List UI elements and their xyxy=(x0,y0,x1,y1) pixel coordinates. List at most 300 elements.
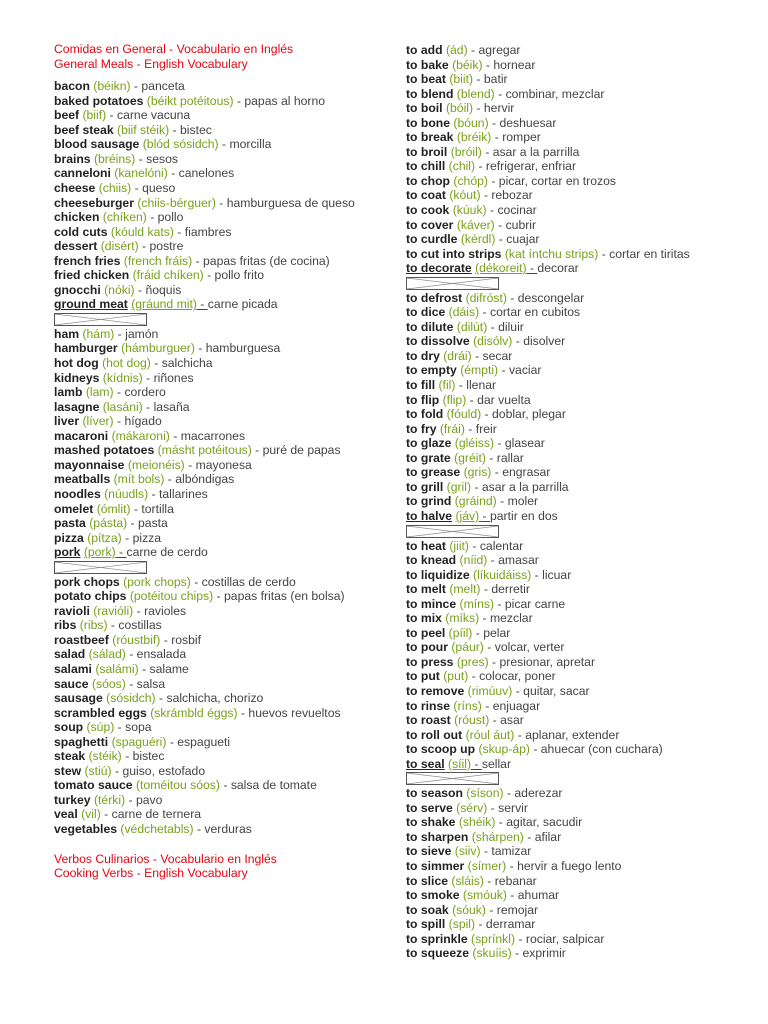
entry-separator: - xyxy=(526,261,538,276)
vocabulary-entry xyxy=(406,684,706,699)
entry-separator: - xyxy=(481,144,493,159)
entry-separator: - xyxy=(219,778,231,793)
entry-term: to simmer xyxy=(406,858,465,873)
entry-translation: guiso, estofado xyxy=(122,763,206,778)
vocabulary-entry xyxy=(54,647,374,662)
entry-translation: volcar, verter xyxy=(494,640,565,655)
entry-separator: - xyxy=(503,786,515,801)
entry-pronunciation: (kúuk) xyxy=(452,203,487,218)
vocabulary-entry xyxy=(54,254,374,269)
vocabulary-entry xyxy=(54,487,374,502)
entry-separator: - xyxy=(215,195,227,210)
entry-pronunciation: (jáv) xyxy=(455,508,480,523)
entry-pronunciation: (béikt potéitous) xyxy=(146,93,234,108)
entry-separator: - xyxy=(192,253,204,268)
entry-translation: cocinar xyxy=(497,203,537,218)
vocabulary-entry xyxy=(406,349,706,364)
entry-term: noodles xyxy=(54,486,101,501)
entry-term: to coat xyxy=(406,188,446,203)
entry-translation: hervir a fuego lento xyxy=(517,858,622,873)
entry-separator: - xyxy=(481,407,493,422)
entry-translation: puré de papas xyxy=(262,443,341,458)
vocabulary-entry xyxy=(406,334,706,349)
entry-pronunciation: (védchetabls) xyxy=(120,821,194,836)
entry-pronunciation: (símer) xyxy=(467,858,507,873)
entry-pronunciation: (kóuld kats) xyxy=(110,224,174,239)
entry-term: to slice xyxy=(406,873,448,888)
entry-term: pasta xyxy=(54,516,86,531)
vocabulary-entry xyxy=(406,174,706,189)
entry-pronunciation: (chiis-bérguer) xyxy=(137,195,216,210)
vocabulary-entry xyxy=(54,575,374,590)
entry-term: to seal xyxy=(406,756,445,771)
entry-pronunciation: (ád) xyxy=(445,43,468,57)
broken-image-placeholder xyxy=(406,772,499,785)
entry-term: to season xyxy=(406,786,463,801)
entry-separator: - xyxy=(142,399,154,414)
vocabulary-entry xyxy=(406,917,706,932)
entry-translation: carne de ternera xyxy=(111,807,202,822)
entry-pronunciation: (meionéis) xyxy=(127,457,185,472)
entry-pronunciation: (pásta) xyxy=(89,516,128,531)
vocabulary-entry xyxy=(54,341,374,356)
entry-translation: hígado xyxy=(124,414,162,429)
entry-term: to dry xyxy=(406,348,440,363)
entry-separator: - xyxy=(487,800,499,815)
entry-term: potato chips xyxy=(54,589,127,604)
vocabulary-entry xyxy=(406,72,706,87)
vocabulary-entry xyxy=(406,932,706,947)
entry-term: to chop xyxy=(406,173,451,188)
entry-pronunciation: (gráind) xyxy=(454,494,497,509)
entry-term: to break xyxy=(406,130,454,145)
entry-pronunciation: (fráid chíken) xyxy=(132,268,204,283)
entry-translation: rosbif xyxy=(171,632,202,647)
entry-term: to cover xyxy=(406,217,454,232)
entry-pronunciation: (róul áut) xyxy=(465,727,515,742)
vocabulary-entry xyxy=(54,662,374,677)
entry-separator: - xyxy=(107,618,119,633)
entry-term: to bone xyxy=(406,115,451,130)
vocabulary-entry xyxy=(406,393,706,408)
vocabulary-entry xyxy=(406,436,706,451)
entry-term: to beat xyxy=(406,72,446,87)
entry-term: to dice xyxy=(406,305,446,320)
entry-pronunciation: (níid) xyxy=(459,553,488,568)
entry-translation: remojar xyxy=(496,902,539,917)
entry-term: to empty xyxy=(406,363,457,378)
entry-separator: - xyxy=(142,370,154,385)
vocabulary-entry xyxy=(406,422,706,437)
entry-translation: freir xyxy=(475,421,497,436)
entry-pronunciation: (másht potéitous) xyxy=(157,443,252,458)
entry-separator: - xyxy=(113,414,125,429)
entry-pronunciation: (sálad) xyxy=(88,647,126,662)
entry-translation: salsa de tomate xyxy=(230,778,317,793)
entry-term: to mince xyxy=(406,596,457,611)
vocabulary-entry xyxy=(54,691,374,706)
entry-pronunciation: (skrámbld éggs) xyxy=(150,705,238,720)
entry-term: to blend xyxy=(406,86,454,101)
entry-term: to peel xyxy=(406,625,446,640)
entry-pronunciation: (spil) xyxy=(448,917,476,932)
entry-translation: tallarines xyxy=(159,486,208,501)
vocabulary-entry xyxy=(54,137,374,152)
entry-translation: cubrir xyxy=(505,217,537,232)
entry-translation: queso xyxy=(142,181,176,196)
entry-pronunciation: (vil) xyxy=(81,807,101,822)
entry-term: lasagne xyxy=(54,399,100,414)
entry-pronunciation: (fóuld) xyxy=(446,407,482,422)
entry-translation: amasar xyxy=(498,553,539,568)
entry-term: stew xyxy=(54,763,82,778)
vocabulary-entry xyxy=(406,261,706,276)
entry-translation: panceta xyxy=(141,79,185,94)
vocabulary-entry xyxy=(406,451,706,466)
vocabulary-entry xyxy=(54,94,374,109)
entry-separator: - xyxy=(479,508,490,523)
entry-pronunciation: (dilút) xyxy=(456,319,488,334)
entry-separator: - xyxy=(184,457,196,472)
entry-pronunciation: (bróil) xyxy=(450,144,482,159)
entry-pronunciation: (biit) xyxy=(449,72,474,87)
entry-translation: espagueti xyxy=(177,734,231,749)
vocabulary-entry xyxy=(406,946,706,961)
entry-pronunciation: (pork) xyxy=(83,545,116,560)
entry-separator: - xyxy=(496,494,508,509)
vocabulary-entry xyxy=(54,108,374,123)
entry-separator: - xyxy=(482,57,494,72)
vocabulary-entry xyxy=(406,757,706,772)
entry-separator: - xyxy=(471,479,482,494)
entry-pronunciation: (shárpen) xyxy=(471,829,524,844)
entry-pronunciation: (melt) xyxy=(449,582,481,597)
entry-term: to shake xyxy=(406,815,456,830)
entry-term: cheeseburger xyxy=(54,195,134,210)
entry-term: beef xyxy=(54,108,80,123)
entry-translation: cortar en tiritas xyxy=(609,246,690,261)
entry-separator: - xyxy=(495,232,507,247)
entry-pronunciation: (skuíis) xyxy=(472,946,512,961)
entry-translation: hamburguesa xyxy=(205,341,281,356)
entry-pronunciation: (chil) xyxy=(448,159,476,174)
entry-translation: rociar, salpicar xyxy=(525,931,605,946)
entry-separator: - xyxy=(467,43,479,57)
entry-translation: partir en dos xyxy=(490,508,558,523)
vocabulary-entry xyxy=(406,903,706,918)
broken-image-placeholder xyxy=(54,561,147,574)
entry-separator: - xyxy=(480,844,492,859)
entry-term: to roll out xyxy=(406,727,463,742)
entry-term: dessert xyxy=(54,239,98,254)
entry-pronunciation: (síson) xyxy=(466,786,504,801)
vocabulary-entry xyxy=(406,611,706,626)
entry-term: vegetables xyxy=(54,821,118,836)
entry-translation: licuar xyxy=(542,567,572,582)
entry-separator: - xyxy=(494,596,505,611)
vocabulary-entry xyxy=(54,749,374,764)
entry-separator: - xyxy=(138,661,150,676)
entry-term: roastbeef xyxy=(54,632,109,647)
entry-translation: hervir xyxy=(483,101,515,116)
entry-term: ravioli xyxy=(54,603,90,618)
entry-pronunciation: (drái) xyxy=(443,348,472,363)
entry-translation: sesos xyxy=(146,151,178,166)
entry-separator: - xyxy=(166,734,178,749)
vocabulary-entry xyxy=(54,677,374,692)
entry-term: baked potatoes xyxy=(54,93,144,108)
entry-pronunciation: (toméitou sóos) xyxy=(135,778,220,793)
entry-pronunciation: (ribs) xyxy=(79,618,108,633)
entry-separator: - xyxy=(468,669,480,684)
vocabulary-entry xyxy=(54,443,374,458)
entry-separator: - xyxy=(488,115,500,130)
entry-translation: ensalada xyxy=(136,647,187,662)
entry-term: pork chops xyxy=(54,574,120,589)
entry-separator: - xyxy=(173,224,185,239)
vocabulary-entry xyxy=(54,793,374,808)
vocabulary-entry xyxy=(54,764,374,779)
entry-term: turkey xyxy=(54,792,91,807)
broken-image-placeholder xyxy=(54,313,147,326)
vocabulary-entry xyxy=(406,728,706,743)
entry-pronunciation: (ravióli) xyxy=(93,603,134,618)
entry-translation: picar carne xyxy=(504,596,566,611)
entry-translation: salame xyxy=(149,661,189,676)
entry-translation: disolver xyxy=(523,334,566,349)
entry-separator: - xyxy=(479,305,490,320)
vocabulary-entry xyxy=(54,604,374,619)
entry-translation: papas al horno xyxy=(244,93,325,108)
entry-pronunciation: (sóos) xyxy=(91,676,126,691)
entry-separator: - xyxy=(133,603,145,618)
entry-separator: - xyxy=(491,130,503,145)
entry-term: to defrost xyxy=(406,290,463,305)
entry-pronunciation: (spaguéri) xyxy=(111,734,167,749)
entry-translation: ravioles xyxy=(144,603,187,618)
entry-separator: - xyxy=(160,632,172,647)
vocabulary-entry xyxy=(54,618,374,633)
entry-pronunciation: (gréit) xyxy=(454,450,486,465)
entry-separator: - xyxy=(483,873,495,888)
entry-separator: - xyxy=(488,654,500,669)
entry-separator: - xyxy=(169,428,181,443)
entry-translation: dar vuelta xyxy=(477,392,531,407)
entry-term: to cook xyxy=(406,203,450,218)
entry-term: bacon xyxy=(54,79,90,94)
entry-pronunciation: (stéik) xyxy=(88,749,122,764)
entry-term: to curdle xyxy=(406,232,458,247)
entry-pronunciation: (béikn) xyxy=(93,79,131,94)
entry-term: to glaze xyxy=(406,436,452,451)
entry-translation: llenar xyxy=(466,378,497,393)
entry-pronunciation: (émpti) xyxy=(460,363,499,378)
meals-vocabulary-list xyxy=(54,79,374,836)
entry-pronunciation: (gléiss) xyxy=(454,436,495,451)
vocabulary-entry xyxy=(54,778,374,793)
vocabulary-entry xyxy=(54,210,374,225)
entry-pronunciation: (chíken) xyxy=(102,210,147,225)
entry-separator: - xyxy=(455,378,467,393)
entry-separator: - xyxy=(475,917,486,932)
entry-pronunciation: (sprínkl) xyxy=(471,931,516,946)
entry-separator: - xyxy=(114,326,126,341)
entry-separator: - xyxy=(485,450,497,465)
entry-translation: mayonesa xyxy=(195,457,252,472)
entry-pronunciation: (sósidch) xyxy=(106,691,156,706)
entry-separator: - xyxy=(481,698,493,713)
entry-term: to serve xyxy=(406,800,453,815)
vocabulary-entry xyxy=(406,87,706,102)
entry-pronunciation: (pres) xyxy=(456,654,489,669)
entry-pronunciation: (smóuk) xyxy=(462,888,507,903)
entry-translation: pelar xyxy=(483,625,511,640)
entry-term: salami xyxy=(54,661,92,676)
vocabulary-entry xyxy=(406,232,706,247)
entry-separator: - xyxy=(135,151,147,166)
vocabulary-entry xyxy=(406,291,706,306)
entry-translation: enjuagar xyxy=(492,698,541,713)
vocabulary-entry xyxy=(406,188,706,203)
entry-pronunciation: (míns) xyxy=(459,596,495,611)
entry-translation: hornear xyxy=(493,57,536,72)
entry-pronunciation: (hám) xyxy=(82,326,115,341)
entry-term: cold cuts xyxy=(54,224,108,239)
entry-translation: secar xyxy=(482,348,513,363)
vocabulary-entry xyxy=(54,414,374,429)
entry-pronunciation: (róust) xyxy=(454,713,490,728)
entry-pronunciation: (french fráis) xyxy=(123,253,193,268)
vocabulary-entry xyxy=(54,283,374,298)
entry-translation: ahuecar (con cuchara) xyxy=(540,742,663,757)
entry-pronunciation: (dékoreit) xyxy=(475,261,527,276)
vocabulary-entry xyxy=(406,626,706,641)
entry-translation: asar xyxy=(500,713,524,728)
vocabulary-entry xyxy=(54,589,374,604)
entry-term: blood sausage xyxy=(54,137,140,152)
entry-pronunciation: (hot dog) xyxy=(102,356,151,371)
entry-separator: - xyxy=(464,421,476,436)
entry-term: soup xyxy=(54,720,84,735)
entry-term: to liquidize xyxy=(406,567,470,582)
entry-term: to halve xyxy=(406,508,453,523)
entry-pronunciation: (bóun) xyxy=(453,115,489,130)
entry-translation: morcilla xyxy=(229,137,272,152)
entry-pronunciation: (chiis) xyxy=(98,181,132,196)
entry-pronunciation: (gris) xyxy=(463,465,492,480)
entry-translation: pavo xyxy=(135,792,163,807)
entry-pronunciation: (súp) xyxy=(86,720,115,735)
vocabulary-entry xyxy=(406,116,706,131)
entry-separator: - xyxy=(529,742,541,757)
entry-translation: colocar, poner xyxy=(479,669,556,684)
vocabulary-entry xyxy=(406,786,706,801)
vocabulary-entry xyxy=(406,378,706,393)
entry-pronunciation: (gril) xyxy=(446,479,472,494)
entry-separator: - xyxy=(487,553,499,568)
vocabulary-entry xyxy=(54,327,374,342)
entry-term: brains xyxy=(54,151,91,166)
entry-separator: - xyxy=(146,210,158,225)
entry-pronunciation: (pork chops) xyxy=(123,574,191,589)
vocabulary-entry xyxy=(54,196,374,211)
entry-translation: glasear xyxy=(504,436,545,451)
entry-pronunciation: (biif stéik) xyxy=(117,122,170,137)
vocabulary-entry xyxy=(406,363,706,378)
entry-separator: - xyxy=(125,792,136,807)
entry-translation: costillas xyxy=(118,618,162,633)
vocabulary-entry xyxy=(54,385,374,400)
entry-separator: - xyxy=(134,282,146,297)
meals-column xyxy=(54,42,374,881)
vocabulary-entry xyxy=(406,320,706,335)
vocabulary-entry xyxy=(54,356,374,371)
entry-term: to add xyxy=(406,43,443,57)
entry-separator: - xyxy=(114,720,126,735)
entry-term: ribs xyxy=(54,618,77,633)
entry-term: to dilute xyxy=(406,319,454,334)
entry-translation: batir xyxy=(483,72,508,87)
vocabulary-entry xyxy=(406,101,706,116)
vocabulary-entry xyxy=(54,706,374,721)
entry-translation: tortilla xyxy=(141,501,174,516)
entry-pronunciation: (sláis) xyxy=(451,873,484,888)
entry-separator: - xyxy=(473,101,484,116)
vocabulary-entry xyxy=(406,218,706,233)
vocabulary-entry xyxy=(54,152,374,167)
entry-separator: - xyxy=(523,829,535,844)
vocabulary-entry xyxy=(54,225,374,240)
entry-separator: - xyxy=(169,122,181,137)
entry-term: sausage xyxy=(54,691,103,706)
entry-translation: cortar en cubitos xyxy=(490,305,581,320)
entry-pronunciation: (míks) xyxy=(445,611,480,626)
entry-translation: bistec xyxy=(132,749,165,764)
entry-separator: - xyxy=(514,727,526,742)
entry-pronunciation: (fil) xyxy=(438,378,456,393)
entry-separator: - xyxy=(167,166,179,181)
entry-separator: - xyxy=(494,217,506,232)
entry-pronunciation: (béik) xyxy=(452,57,483,72)
entry-pronunciation: (bréins) xyxy=(93,151,136,166)
entry-translation: carne picada xyxy=(207,297,278,312)
entry-term: to boil xyxy=(406,101,443,116)
vocabulary-entry xyxy=(54,502,374,517)
entry-term: veal xyxy=(54,807,78,822)
entry-pronunciation: (blend) xyxy=(456,86,495,101)
entry-term: french fries xyxy=(54,253,121,268)
entry-pronunciation: (núudls) xyxy=(104,486,149,501)
entry-translation: sellar xyxy=(481,756,511,771)
entry-translation: agregar xyxy=(478,43,521,57)
meals-heading-spanish: Comidas en General - Vocabulario en Inglés xyxy=(54,42,294,56)
entry-pronunciation: (disért) xyxy=(100,239,139,254)
entry-term: cheese xyxy=(54,181,96,196)
entry-term: scrambled eggs xyxy=(54,705,147,720)
entry-translation: agitar, sacudir xyxy=(506,815,583,830)
entry-translation: papas fritas (en bolsa) xyxy=(224,589,345,604)
entry-separator: - xyxy=(472,625,484,640)
entry-pronunciation: (sérv) xyxy=(456,800,488,815)
entry-separator: - xyxy=(155,691,167,706)
vocabulary-entry xyxy=(54,472,374,487)
entry-term: to put xyxy=(406,669,440,684)
verbs-heading xyxy=(54,852,374,881)
entry-separator: - xyxy=(486,203,498,218)
entry-translation: deshuesar xyxy=(499,115,557,130)
vocabulary-entry xyxy=(406,568,706,583)
vocabulary-entry xyxy=(406,859,706,874)
